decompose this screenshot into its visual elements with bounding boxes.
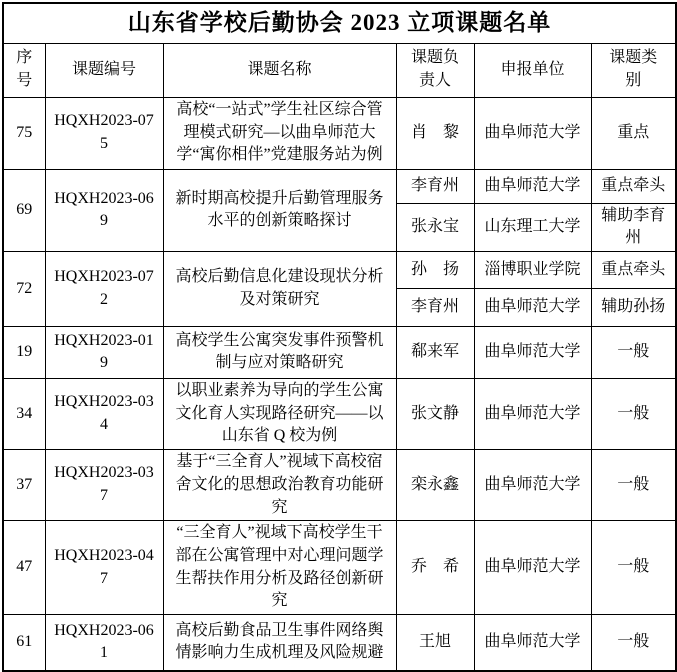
cell-unit: 山东理工大学 (474, 203, 591, 251)
cell-category: 重点 (591, 97, 676, 169)
cell-leader: 张永宝 (396, 203, 474, 251)
header-row (3, 43, 676, 97)
table-row (3, 251, 676, 288)
cell-category: 一般 (591, 326, 676, 378)
cell-unit: 曲阜师范大学 (474, 288, 591, 326)
col-header-leader-label: 课题负责人 (410, 49, 459, 89)
cell-project-name: 高校“一站式”学生社区综合管理模式研究—以曲阜师范大学“寓你相伴”党建服务站为例 (163, 97, 396, 169)
col-header-no (3, 43, 45, 97)
document-title: 山东省学校后勤协会 2023 立项课题名单 (3, 3, 676, 43)
col-header-name: 课题名称 (163, 43, 396, 97)
cell-no: 37 (3, 450, 45, 521)
table-row (3, 169, 676, 203)
cell-project-name: 高校后勤食品卫生事件网络舆情影响力生成机理及风险规避 (163, 615, 396, 671)
table-row (3, 615, 676, 671)
cell-code: HQXH2023-061 (45, 615, 163, 671)
col-header-unit: 申报单位 (474, 43, 591, 97)
cell-project-name: 以职业素养为导向的学生公寓文化育人实现路径研究——以山东省 Q 校为例 (163, 378, 396, 449)
title-row (3, 3, 676, 43)
cell-unit: 曲阜师范大学 (474, 521, 591, 615)
cell-code: HQXH2023-069 (45, 169, 163, 251)
cell-category: 辅助孙扬 (591, 288, 676, 326)
cell-project-name: 高校后勤信息化建设现状分析及对策研究 (163, 251, 396, 326)
cell-code: HQXH2023-075 (45, 97, 163, 169)
cell-unit: 曲阜师范大学 (474, 97, 591, 169)
col-header-leader (396, 43, 474, 97)
cell-unit: 淄博职业学院 (474, 251, 591, 288)
cell-leader: 王旭 (396, 615, 474, 671)
cell-unit: 曲阜师范大学 (474, 615, 591, 671)
cell-category: 重点牵头 (591, 251, 676, 288)
cell-leader: 李育州 (396, 169, 474, 203)
cell-no: 19 (3, 326, 45, 378)
projects-table (2, 2, 677, 672)
cell-no: 75 (3, 97, 45, 169)
cell-code: HQXH2023-037 (45, 450, 163, 521)
cell-no: 61 (3, 615, 45, 671)
cell-category: 一般 (591, 615, 676, 671)
cell-unit: 曲阜师范大学 (474, 169, 591, 203)
cell-code: HQXH2023-047 (45, 521, 163, 615)
cell-no: 72 (3, 251, 45, 326)
cell-code: HQXH2023-019 (45, 326, 163, 378)
cell-category: 一般 (591, 521, 676, 615)
cell-leader: 张文静 (396, 378, 474, 449)
cell-no: 69 (3, 169, 45, 251)
table-row (3, 326, 676, 378)
cell-unit: 曲阜师范大学 (474, 378, 591, 449)
cell-leader: 郗来军 (396, 326, 474, 378)
table-row (3, 378, 676, 449)
col-header-no-label: 序号 (16, 49, 33, 89)
col-header-category-label: 课题类别 (609, 49, 658, 89)
table-row (3, 97, 676, 169)
cell-category: 一般 (591, 450, 676, 521)
table-row (3, 450, 676, 521)
cell-category: 一般 (591, 378, 676, 449)
cell-project-name: 新时期高校提升后勤管理服务水平的创新策略探讨 (163, 169, 396, 251)
cell-unit: 曲阜师范大学 (474, 326, 591, 378)
cell-no: 47 (3, 521, 45, 615)
cell-project-name: “三全育人”视域下高校学生干部在公寓管理中对心理问题学生帮扶作用分析及路径创新研究 (163, 521, 396, 615)
cell-code: HQXH2023-072 (45, 251, 163, 326)
cell-leader: 肖 黎 (396, 97, 474, 169)
cell-leader: 乔 希 (396, 521, 474, 615)
col-header-code: 课题编号 (45, 43, 163, 97)
cell-code: HQXH2023-034 (45, 378, 163, 449)
cell-leader: 孙 扬 (396, 251, 474, 288)
cell-category: 重点牵头 (591, 169, 676, 203)
cell-project-name: 基于“三全育人”视域下高校宿舍文化的思想政治教育功能研究 (163, 450, 396, 521)
table-row (3, 521, 676, 615)
cell-category: 辅助李育州 (591, 203, 676, 251)
cell-leader: 栾永鑫 (396, 450, 474, 521)
cell-leader: 李育州 (396, 288, 474, 326)
cell-project-name: 高校学生公寓突发事件预警机制与应对策略研究 (163, 326, 396, 378)
cell-no: 34 (3, 378, 45, 449)
col-header-category (591, 43, 676, 97)
cell-unit: 曲阜师范大学 (474, 450, 591, 521)
